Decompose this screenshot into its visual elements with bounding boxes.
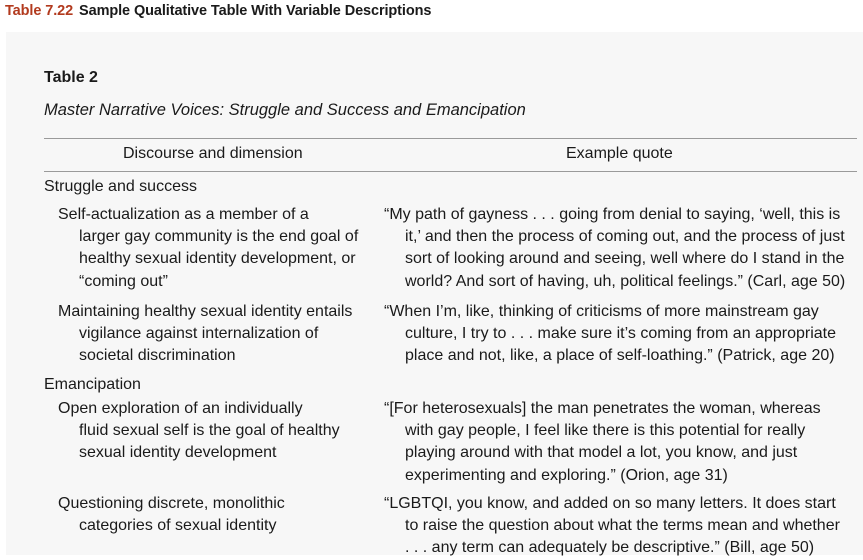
quote-line: “LGBTQI, you know, and added on so many letters. It does start — [384, 495, 836, 512]
dimension-line: categories of sexual identity — [79, 517, 277, 535]
dimension-line: Questioning discrete, monolithic — [58, 495, 285, 512]
table-row-dimension — [58, 398, 340, 465]
dimension-line: Self-actualization as a member of a — [58, 206, 309, 223]
column-header-quote: Example quote — [566, 145, 673, 162]
quote-line: experimenting and exploring.” (Orion, age 31) — [405, 466, 728, 484]
table-row-quote — [384, 204, 845, 293]
table-row-dimension — [58, 204, 358, 293]
dimension-line: fluid sexual self is the goal of healthy — [79, 422, 340, 440]
quote-line: it,’ and then the process of coming out, and the process of just — [405, 228, 845, 246]
column-header-dimension: Discourse and dimension — [123, 145, 303, 162]
dimension-line: healthy sexual identity development, or — [79, 250, 356, 268]
figure-title: Sample Qualitative Table With Variable Descriptions — [79, 3, 432, 19]
dimension-line: “coming out” — [79, 272, 168, 290]
quote-line: with gay people, I feel like there is this potential for really — [405, 422, 806, 440]
table-row-dimension — [58, 301, 352, 368]
quote-line: sort of looking around and seeing, well where do I stand in the — [405, 250, 845, 268]
figure-caption — [5, 3, 431, 19]
dimension-line: vigilance against internalization of — [79, 325, 319, 343]
table-row-quote — [384, 301, 836, 368]
quote-line: world? And sort of having, uh, political feelings.” (Carl, age 50) — [405, 272, 846, 290]
quote-line: “When I’m, like, thinking of criticisms of more mainstream gay — [384, 303, 819, 320]
dimension-line: larger gay community is the end goal of — [79, 228, 359, 246]
quote-line: “[For heterosexuals] the man penetrates the woman, whereas — [384, 400, 821, 417]
quote-line: playing around with that model a lot, you know, and just — [405, 444, 798, 462]
dimension-line: societal discrimination — [79, 347, 236, 365]
table-row-quote — [384, 398, 821, 487]
quote-line: “My path of gayness . . . going from denial to saying, ‘well, this is — [384, 206, 841, 223]
table-label: Table 2 — [44, 69, 98, 86]
dimension-line: sexual identity development — [79, 444, 277, 462]
quote-line: culture, I try to . . . make sure it’s coming from an appropriate — [405, 325, 836, 343]
quote-line: place and not, like, a place of self-loathing.” (Patrick, age 20) — [405, 347, 835, 365]
table-subtitle: Master Narrative Voices: Struggle and Success and Emancipation — [44, 101, 526, 119]
section-heading-struggle: Struggle and success — [44, 178, 197, 195]
quote-line: . . . any term can adequately be descriptive.” (Bill, age 50) — [405, 539, 815, 557]
table-row-quote — [384, 493, 840, 560]
figure-caption-bar — [0, 0, 863, 26]
table-header-rule — [44, 171, 857, 172]
dimension-line: Maintaining healthy sexual identity entails — [58, 303, 353, 320]
figure-number: Table 7.22 — [5, 3, 74, 19]
dimension-line: Open exploration of an individually — [58, 400, 303, 417]
table-row-dimension — [58, 493, 285, 537]
quote-line: to raise the question about what the terms mean and whether — [405, 517, 840, 535]
table-top-rule — [44, 138, 857, 139]
section-heading-emancipation: Emancipation — [44, 376, 141, 393]
